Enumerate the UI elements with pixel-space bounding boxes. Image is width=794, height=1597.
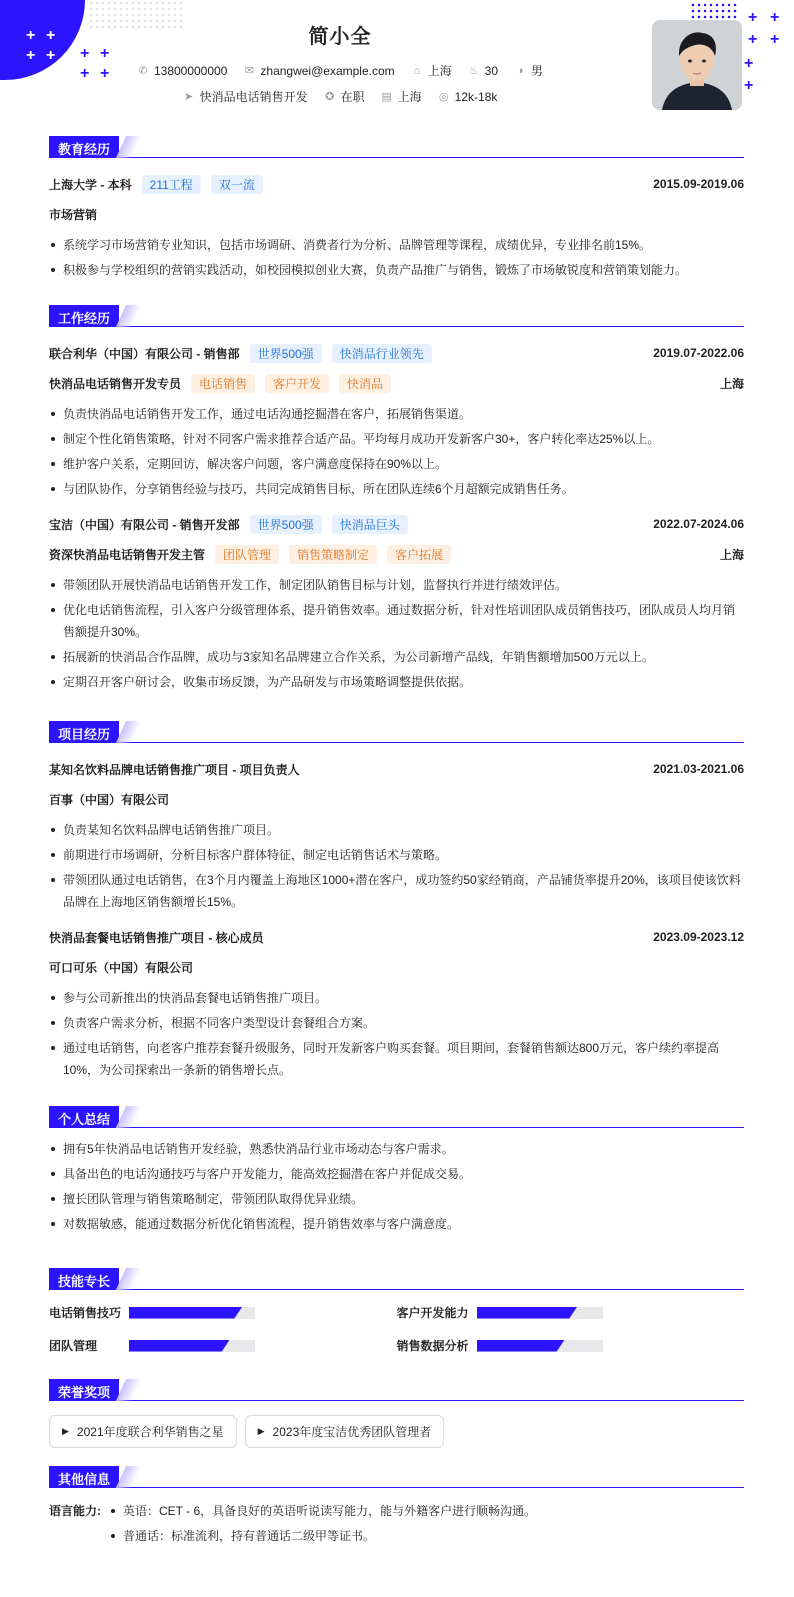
job-period: 2022.07-2024.06 [653,517,744,531]
position-name: 快消品电话销售开发专员 [49,376,182,391]
section-header [49,1466,744,1488]
list-item: 定期召开客户研讨会，收集市场反馈，为产品研发与市场策略调整提供依据。 [49,671,744,693]
title-accent [116,1268,142,1290]
language-block [49,1500,744,1550]
section-title: 荣誉奖项 [49,1379,119,1401]
section-header [49,305,744,327]
profile-photo [652,20,742,110]
section-header [49,721,744,743]
project-org-row [49,785,744,813]
awards-list [49,1415,744,1448]
list-item: 前期进行市场调研，分析目标客户群体特征，制定电话销售话术与策略。 [49,844,744,866]
summary-bullets [49,1138,744,1235]
project-row [49,923,744,951]
skill-bar-fill [477,1307,578,1319]
award-item [49,1415,237,1448]
skill-bar-fill [129,1307,242,1319]
job-bullets [49,403,744,500]
gender-icon: ◑ [516,64,524,77]
skill-item [49,1304,397,1321]
job-position-row [49,369,744,397]
job-bullets [49,574,744,693]
age-item [468,62,498,79]
list-item: 维护客户关系，定期回访，解决客户问题，客户满意度保持在90%以上。 [49,453,744,475]
home-icon: ⌂ [413,64,420,77]
list-item: 普通话：标准流利，持有普通话二级甲等证书。 [109,1525,744,1547]
list-item: 带领团队开展快消品电话销售开发工作，制定团队销售目标与计划，监督执行并进行绩效评估。 [49,574,744,596]
company-tag: 世界500强 [250,344,322,363]
plus-decoration: + [748,31,758,48]
job-city: 上海 [719,376,744,391]
company-tag: 快消品巨头 [332,515,408,534]
title-accent [116,1379,142,1401]
portrait-image [652,20,742,110]
phone-item [137,62,227,79]
award-text: 2021年度联合利华销售之星 [76,1425,224,1439]
other-info-section [49,1466,744,1550]
skill-bar [129,1340,255,1352]
project-name: 快消品套餐电话销售推广项目 - 核心成员 [49,930,264,945]
section-title: 项目经历 [49,721,119,743]
list-item: 擅长团队管理与销售策略制定，带领团队取得优异业绩。 [49,1188,744,1210]
plus-decoration: + [770,31,780,48]
school-tag: 双一流 [211,175,263,194]
list-item: 与团队协作，分享销售经验与技巧，共同完成销售目标，所在团队连续6个月超额完成销售任务。 [49,478,744,500]
email-item [243,62,394,79]
email-icon: ✉ [244,65,254,77]
skill-bar [477,1340,603,1352]
skill-bar [477,1307,603,1319]
section-title: 教育经历 [49,136,119,158]
plus-decoration: + [26,47,36,64]
section-title: 其他信息 [49,1466,119,1488]
education-section [49,136,744,284]
project-row [49,755,744,783]
list-item: 参与公司新推出的快消品套餐电话销售推广项目。 [49,987,744,1009]
education-period: 2015.09-2019.06 [653,177,744,191]
summary-section [49,1106,744,1238]
title-accent [116,721,142,743]
position-tag: 团队管理 [215,545,279,564]
award-item [245,1415,445,1448]
list-item: 制定个性化销售策略，针对不同客户需求推荐合适产品。平均每月成功开发新客户30+，客户转化率达25%以上。 [49,428,744,450]
section-header [49,1379,744,1401]
salary-text: 12k-18k [454,89,498,104]
salary-icon: ◎ [438,91,449,103]
position-tag: 电话销售 [191,374,255,393]
list-item: 系统学习市场营销专业知识，包括市场调研、消费者行为分析、品牌管理等课程，成绩优异，专业排名前15%。 [49,234,744,256]
skills-grid [49,1304,744,1354]
skill-name: 客户开发能力 [396,1306,469,1320]
company-tag: 世界500强 [250,515,322,534]
list-item: 负责客户需求分析，根据不同客户类型设计套餐组合方案。 [49,1012,744,1034]
plus-decoration: + [46,47,56,64]
list-item: 对数据敏感，能通过数据分析优化销售流程，提升销售效率与客户满意度。 [49,1213,744,1235]
list-item: 负责快消品电话销售开发工作，通过电话沟通挖掘潜在客户，拓展销售渠道。 [49,403,744,425]
job-city: 上海 [719,547,744,562]
job-position-row [49,540,744,568]
section-header [49,1268,744,1290]
candidate-name: 简小全 [308,26,372,48]
title-accent [116,1106,142,1128]
location-item [411,62,452,79]
skills-section [49,1268,744,1354]
email-text: zhangwei@example.com [260,63,395,78]
major-row [49,200,744,228]
position-tag: 客户拓展 [387,545,451,564]
project-name: 某知名饮料品牌电话销售推广项目 - 项目负责人 [49,762,300,777]
title-accent [116,136,142,158]
list-item: 带领团队通过电话销售，在3个月内覆盖上海地区1000+潜在客户，成功签约50家经销商，产品铺货率提升20%，该项目使该饮料品牌在上海地区销售额增长15%。 [49,869,744,913]
plus-decoration: + [744,77,754,94]
job-intent-row [0,88,680,105]
list-item: 优化电话销售流程，引入客户分级管理体系，提升销售效率。通过数据分析，针对性培训团队成员销售技巧，团队成员人均月销售额提升30%。 [49,599,744,643]
target-city-item [381,88,422,105]
skill-bar [129,1307,255,1319]
list-item: 英语：CET - 6，具备良好的英语听说读写能力，能与外籍客户进行顺畅沟通。 [109,1500,744,1522]
skill-item [397,1337,745,1354]
award-text: 2023年度宝洁优秀团队管理者 [272,1425,432,1439]
skill-name: 销售数据分析 [396,1339,469,1353]
title-accent [116,305,142,327]
status-text: 在职 [340,90,365,104]
awards-section [49,1379,744,1448]
project-bullets [49,819,744,913]
school-name: 上海大学 - 本科 [49,177,132,192]
plus-decoration: + [80,65,90,82]
skill-item [49,1337,397,1354]
section-title: 技能专长 [49,1268,119,1290]
title-accent [116,1466,142,1488]
list-item: 拥有5年快消品电话销售开发经验，熟悉快消品行业市场动态与客户需求。 [49,1138,744,1160]
section-title: 工作经历 [49,305,119,327]
job-period: 2019.07-2022.06 [653,346,744,360]
skill-bar-fill [477,1340,565,1352]
play-icon: ▶ [62,1426,69,1436]
section-header [49,1106,744,1128]
age-text: 30 [484,63,499,78]
project-org-row [49,953,744,981]
position-name: 资深快消品电话销售开发主管 [49,547,206,562]
gender-text: 男 [531,64,544,78]
education-row [49,170,744,198]
plus-decoration: + [748,9,758,26]
list-item: 积极参与学校组织的营销实践活动，如校园模拟创业大赛，负责产品推广与销售，锻炼了市场敏锐度和营销策划能力。 [49,259,744,281]
salary-item [438,88,498,105]
list-item: 负责某知名饮料品牌电话销售推广项目。 [49,819,744,841]
cake-icon: ♨ [468,65,479,77]
job-target-text: 快消品电话销售开发 [199,90,308,104]
position-tag: 销售策略制定 [289,545,377,564]
phone-text: 13800000000 [153,63,228,78]
job-company-row [49,510,744,538]
position-tag: 快消品 [339,374,391,393]
project-period: 2023.09-2023.12 [653,930,744,944]
contact-info-row [0,62,680,79]
plus-decoration: + [744,55,754,72]
language-bullets [109,1500,744,1550]
education-bullets [49,234,744,281]
project-bullets [49,987,744,1081]
skill-name: 电话销售技巧 [49,1306,122,1320]
list-item: 具备出色的电话沟通技巧与客户开发能力，能高效挖掘潜在客户并促成交易。 [49,1163,744,1185]
company-tag: 快消品行业领先 [332,344,432,363]
projects-section [49,721,744,1084]
project-org: 百事（中国）有限公司 [49,792,170,807]
skill-item [397,1304,745,1321]
language-label: 语言能力: [49,1504,101,1518]
status-icon: ✪ [325,91,335,103]
company-name: 联合利华（中国）有限公司 - 销售部 [49,346,240,361]
location-text: 上海 [427,64,452,78]
plus-decoration: + [100,45,110,62]
plus-decoration: + [26,27,36,44]
plus-decoration: + [770,9,780,26]
target-city-text: 上海 [397,90,422,104]
school-tag: 211工程 [142,175,201,194]
major: 市场营销 [49,207,98,222]
gender-item [514,62,543,79]
send-icon: ➤ [184,91,194,103]
job-company-row [49,339,744,367]
phone-icon: ✆ [138,65,148,77]
position-tag: 客户开发 [265,374,329,393]
project-period: 2021.03-2021.06 [653,762,744,776]
list-item: 拓展新的快消品合作品牌，成功与3家知名品牌建立合作关系，为公司新增产品线，年销售额增加500万元以上。 [49,646,744,668]
plus-decoration: + [80,45,90,62]
skill-name: 团队管理 [49,1339,98,1353]
building-icon: ▤ [381,91,392,103]
section-title: 个人总结 [49,1106,119,1128]
section-header [49,136,744,158]
plus-decoration: + [100,65,110,82]
work-section [49,305,744,696]
status-item [324,88,365,105]
list-item: 通过电话销售，向老客户推荐套餐升级服务，同时开发新客户购买套餐。项目期间，套餐销售额达800万元，客户续约率提高10%，为公司探索出一条新的销售增长点。 [49,1037,744,1081]
skill-bar-fill [129,1340,230,1352]
plus-decoration: + [46,27,56,44]
company-name: 宝洁（中国）有限公司 - 销售开发部 [49,517,240,532]
project-org: 可口可乐（中国）有限公司 [49,960,194,975]
play-icon: ▶ [257,1426,265,1436]
job-target-item [183,88,308,105]
